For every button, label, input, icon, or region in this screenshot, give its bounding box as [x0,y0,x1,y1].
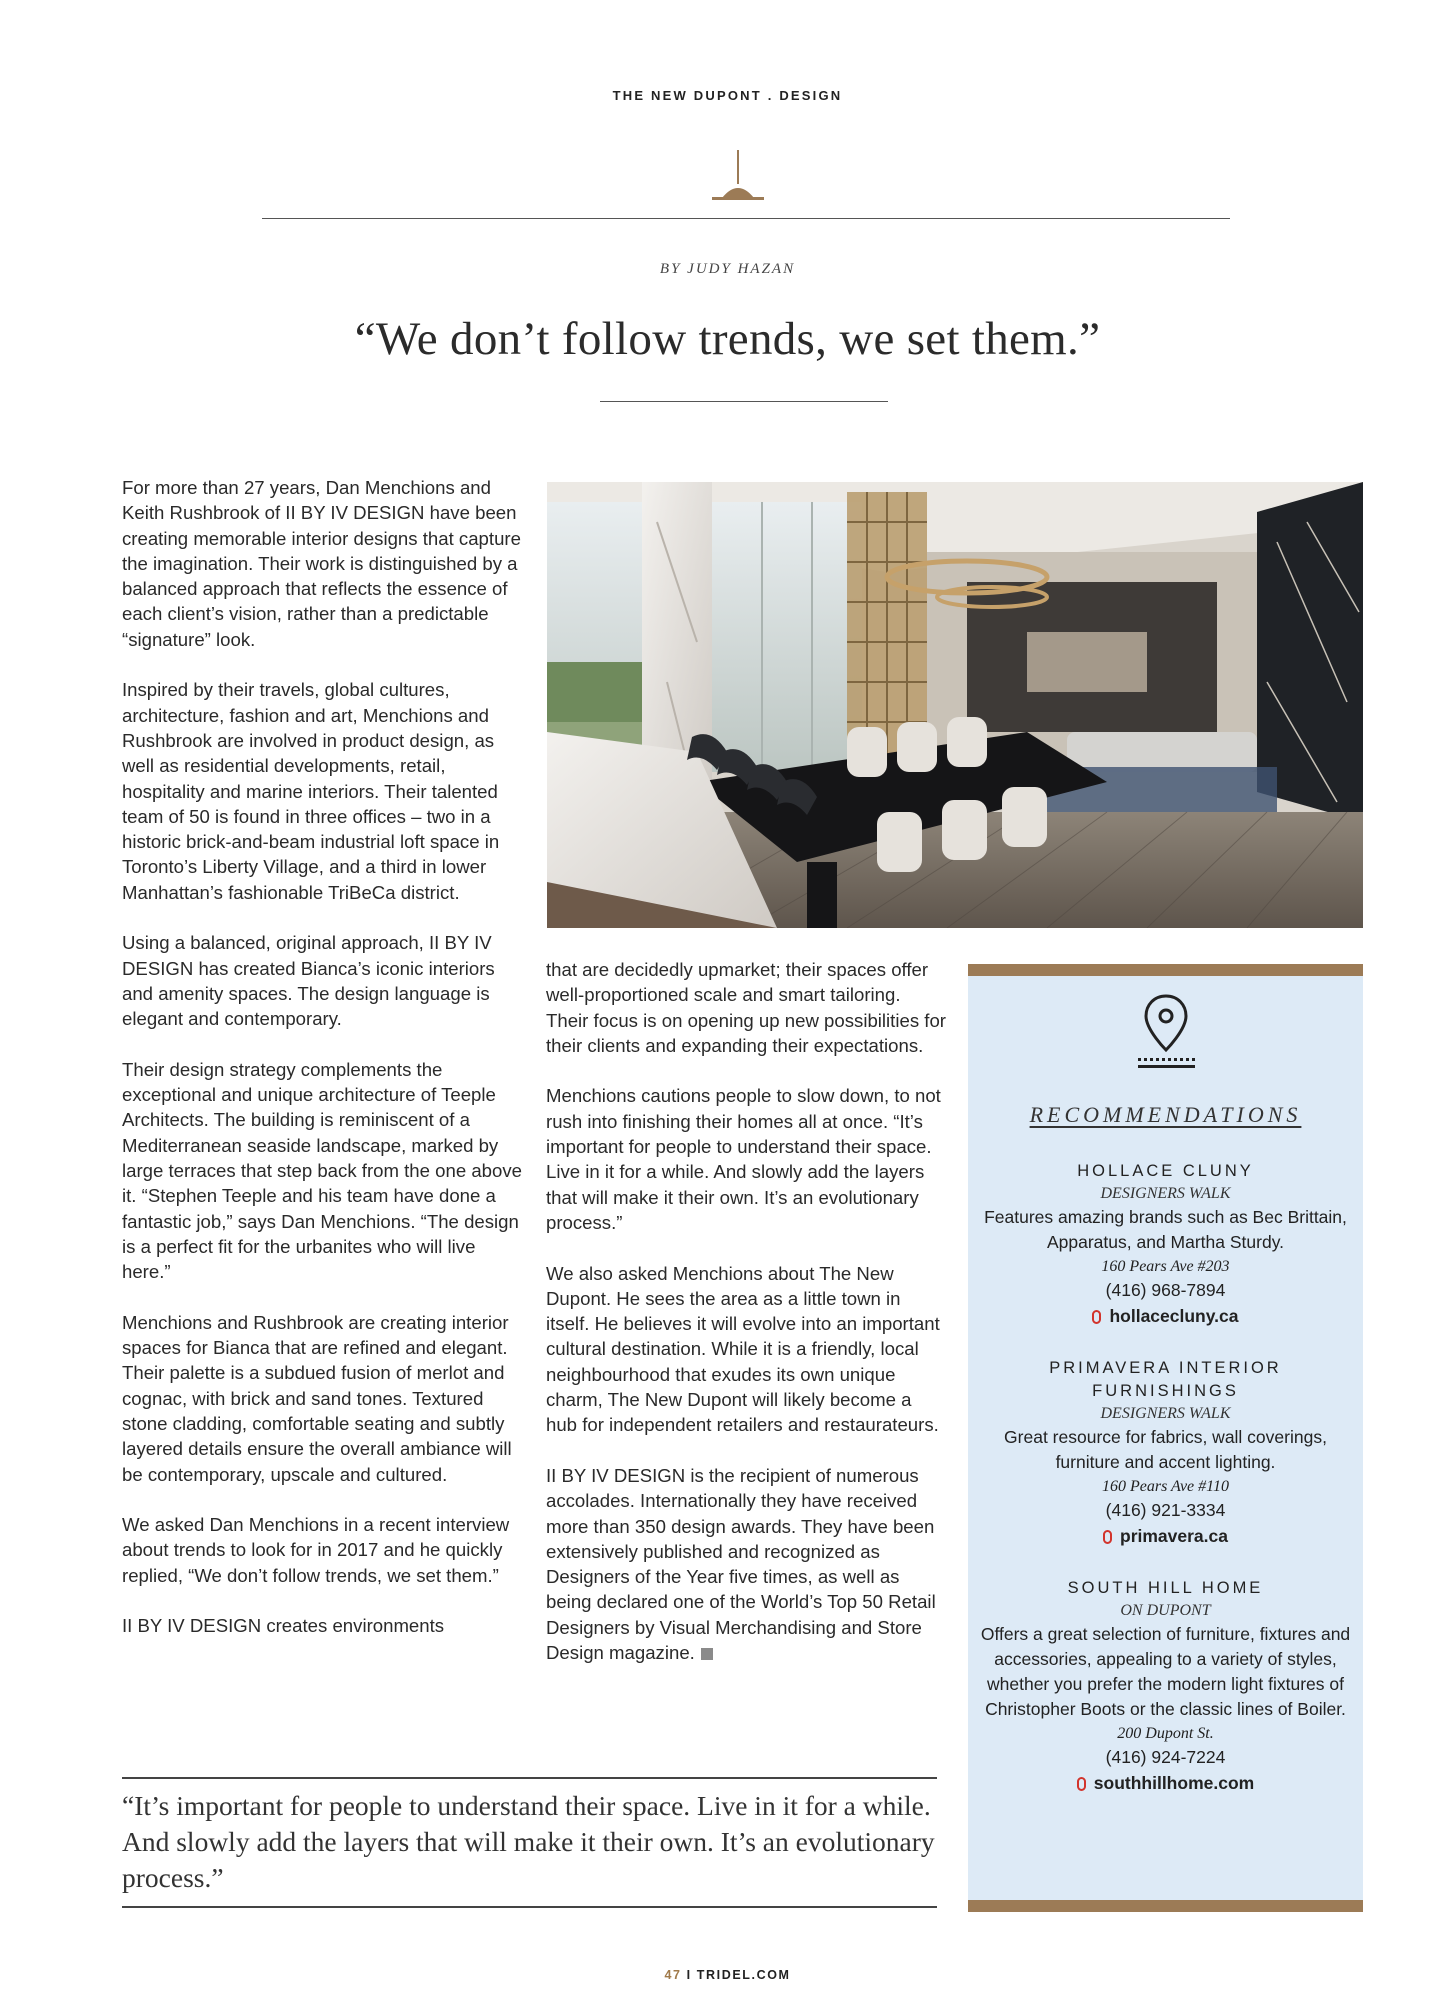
store-address: 160 Pears Ave #110 [1102,1478,1229,1495]
store-website-text[interactable]: hollacecluny.ca [1109,1306,1239,1326]
recommendations-top-bar [968,964,1363,976]
recommendation-item [980,1577,1351,1796]
page-footer [0,1968,1455,1982]
store-address: 160 Pears Ave #203 [1101,1258,1230,1275]
paragraph: that are decidedly upmarket; their spaces offer well-proportioned scale and smart tailoring. Their focus is on opening up new possibilities for their clients and expanding their expectations. [546,959,946,1056]
store-phone: (416) 924-7224 [1105,1747,1226,1767]
paragraph: II BY IV DESIGN creates environments [122,1615,445,1637]
store-description: Offers a great selection of furniture, fixtures and accessories, appealing to a variety of styles, whether you prefer the modern light fixtures of Christopher Boots or the classic lines of Boiler. [980,1624,1351,1719]
paragraph: Inspired by their travels, global cultures, architecture, fashion and art, Menchions and Rushbrook are involved in product design, as well as residential developments, retail, hospitality and marine interiors. Their talented team of 50 is found in three offices – two in a historic brick-and-beam industrial loft space in Toronto’s Liberty Village, and a third in lower Manhattan’s fashionable TriBeCa district. [122,679,500,903]
store-location: DESIGNERS WALK [1100,1185,1231,1202]
paragraph-final [546,1463,946,1665]
section-label: THE NEW DUPONT . DESIGN [612,88,843,103]
paragraph: Using a balanced, original approach, II BY IV DESIGN has created Bianca’s iconic interiors and amenity spaces. The design language is elegant and contemporary. [122,932,495,1030]
header-divider [262,218,1230,219]
pull-quote: “It’s important for people to understand their space. Live in it for a while. And slowly add the layers that will make it their own. It’s an evolutionary process.” [122,1790,935,1893]
article-column-2 [546,957,946,1691]
store-name: HOLLACE CLUNY [1077,1162,1254,1180]
recommendations-heading: RECOMMENDATIONS [1029,1102,1302,1127]
article-column-1 [122,475,522,1664]
paragraph: Menchions cautions people to slow down, to not rush into finishing their homes all at once. “It’s important for people to understand their space. Live in it for a while. And slowly add the layers that will make it their own. It’s an evolutionary process.” [546,1085,941,1233]
interior-illustration [547,482,1363,928]
end-mark-icon [701,1648,713,1660]
store-phone: (416) 921-3334 [1105,1500,1226,1520]
store-website[interactable] [980,1303,1351,1329]
paragraph: We also asked Menchions about The New Dupont. He sees the area as a little town in itself. He believes it will evolve into an important cultural destination. While it is a friendly, local neighbourhood that exudes its own unique charm, The New Dupont will likely become a hub for independent retailers and restaurateurs. [546,1262,940,1436]
pull-quote-rule-top [122,1777,937,1779]
paragraph: For more than 27 years, Dan Menchions and Keith Rushbrook of II BY IV DESIGN have been creating memorable interior designs that capture the imagination. Their work is distinguished by a balanced approach that reflects the essence of each client’s vision, rather than a predictable “signature” look. [122,477,521,650]
recommendations-list [980,1160,1351,1824]
store-name: PRIMAVERA INTERIOR FURNISHINGS [1049,1359,1282,1400]
store-description: Great resource for fabrics, wall coverings, furniture and accent lighting. [1004,1427,1327,1472]
map-pin-icon [1130,990,1202,1074]
link-icon [1077,1777,1086,1791]
store-location: DESIGNERS WALK [1100,1405,1231,1422]
recommendation-item [980,1160,1351,1329]
store-website-text[interactable]: primavera.ca [1120,1526,1228,1546]
paragraph: Menchions and Rushbrook are creating interior spaces for Bianca that are refined and elegant. Their palette is a subdued fusion of merlot and cognac, with brick and sand tones. Textured stone cladding, comfortable seating and subtly layered details ensure the overall ambiance will be contemporary, upscale and cultured. [122,1311,512,1485]
store-phone: (416) 968-7894 [1105,1280,1226,1300]
headline: “We don’t follow trends, we set them.” [354,313,1101,365]
store-location: ON DUPONT [1120,1602,1211,1619]
store-address: 200 Dupont St. [1117,1725,1214,1742]
paragraph: We asked Dan Menchions in a recent interview about trends to look for in 2017 and he quickly replied, “We don’t follow trends, we set them.” [122,1514,510,1586]
pendant-lamp-icon [708,150,768,206]
store-website[interactable] [980,1523,1351,1549]
store-website[interactable] [980,1770,1351,1796]
link-icon [1103,1530,1112,1544]
link-icon [1092,1310,1101,1324]
pull-quote-rule-bottom [122,1906,937,1908]
headline-divider [600,401,888,402]
store-description: Features amazing brands such as Bec Brittain, Apparatus, and Martha Sturdy. [984,1207,1347,1252]
paragraph-final-text: II BY IV DESIGN is the recipient of numerous accolades. Internationally they have received more than 350 design awards. They have been extensively published and recognized as Designers of the Year five times, as well as being declared one of the World’s Top 50 Retail Designers by Visual Merchandising and Store Design magazine. [546,1464,936,1664]
interior-photo [547,482,1363,928]
footer-separator: I [686,1968,692,1982]
footer-site[interactable]: TRIDEL.COM [696,1968,791,1982]
store-name: SOUTH HILL HOME [1067,1579,1264,1597]
page-number: 47 [664,1968,682,1982]
recommendations-bottom-bar [968,1900,1363,1912]
byline: BY JUDY HAZAN [659,261,796,277]
store-website-text[interactable]: southhillhome.com [1093,1773,1255,1793]
recommendation-item [980,1357,1351,1549]
paragraph: Their design strategy complements the exceptional and unique architecture of Teeple Architects. The building is reminiscent of a Mediterranean seaside landscape, marked by large terraces that step back from the one above it. “Stephen Teeple and his team have done a fantastic job,” says Dan Menchions. “The design is a perfect fit for the urbanites who will live here.” [122,1058,522,1283]
